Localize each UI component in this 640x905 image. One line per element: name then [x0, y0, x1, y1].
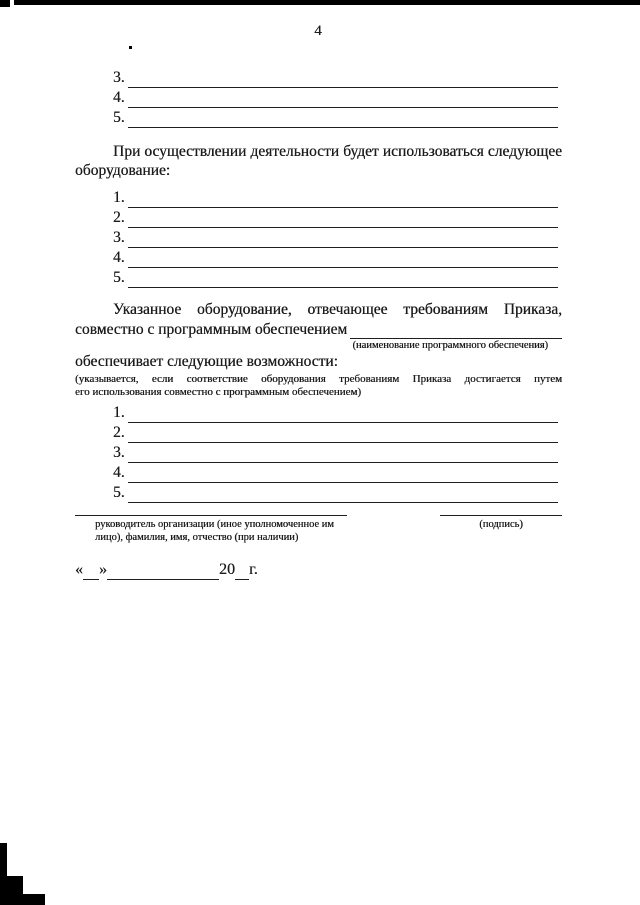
blank-list-item	[113, 483, 558, 503]
item-number: 3.	[113, 228, 125, 246]
equipment-intro-line2: оборудование:	[75, 162, 171, 179]
blank-underline	[128, 87, 558, 88]
blank-underline	[128, 227, 558, 228]
item-number: 3.	[113, 68, 125, 86]
capabilities-note-line2: его использования совместно с программным обеспечением)	[75, 386, 362, 398]
item-number: 4.	[113, 463, 125, 481]
date-month-underline	[107, 579, 219, 580]
equipment-intro-line1: При осуществлении деятельности будет использоваться следующее	[113, 143, 562, 160]
blank-underline	[128, 287, 558, 288]
date-year-underline	[235, 579, 249, 580]
item-number: 4.	[113, 248, 125, 266]
blank-underline	[128, 502, 558, 503]
item-number: 1.	[113, 188, 125, 206]
blank-list-item	[113, 248, 558, 268]
blank-list-item	[113, 188, 558, 208]
date-year-suffix: г.	[249, 561, 258, 578]
blank-list-item	[113, 463, 558, 483]
blank-underline	[128, 442, 558, 443]
signature-block	[75, 515, 562, 544]
blank-list-item	[113, 228, 558, 248]
software-paragraph	[75, 300, 562, 399]
blank-list-item	[113, 208, 558, 228]
document-content	[75, 22, 562, 580]
blank-underline	[128, 462, 558, 463]
item-number: 1.	[113, 403, 125, 421]
top-blank-list	[113, 68, 558, 128]
scan-artifact-bottom-edge-mark	[23, 894, 45, 905]
date-close-quote: »	[99, 561, 107, 578]
signatory-underline	[75, 515, 347, 516]
blank-underline	[128, 422, 558, 423]
software-name-row	[75, 319, 562, 339]
date-day-underline	[83, 579, 99, 580]
capabilities-heading: обеспечивает следующие возможности:	[75, 353, 338, 370]
capabilities-note-line1: (указывается, если соответствие оборудования требованиям Приказа достигается путем	[75, 373, 562, 385]
blank-list-item	[113, 443, 558, 463]
blank-underline	[128, 207, 558, 208]
item-number: 2.	[113, 208, 125, 226]
item-number: 2.	[113, 423, 125, 441]
scan-artifact-bottom-left-blob	[6, 876, 23, 905]
scan-artifact-top-left-corner	[0, 0, 10, 7]
equipment-blank-list	[113, 188, 558, 288]
date-open-quote: «	[75, 561, 83, 578]
signature-area	[440, 515, 562, 544]
blank-underline	[128, 107, 558, 108]
blank-list-item	[113, 403, 558, 423]
blank-underline	[128, 247, 558, 248]
software-name-caption: (наименование программного обеспечения)	[352, 340, 548, 351]
signatory-caption: руководитель организации (иное уполномоченное им лицо), фамилия, имя, отчество (при наличии)	[95, 519, 334, 543]
software-line1: Указанное оборудование, отвечающее требованиям Приказа,	[113, 301, 562, 318]
software-line2-prefix: совместно с программным обеспечением	[75, 320, 348, 338]
capabilities-note	[75, 373, 562, 399]
item-number: 5.	[113, 483, 125, 501]
signature-underline	[440, 515, 562, 516]
blank-list-item	[113, 68, 558, 88]
item-number: 4.	[113, 88, 125, 106]
item-number: 5.	[113, 268, 125, 286]
signature-caption: (подпись)	[479, 519, 523, 530]
date-line	[75, 560, 562, 580]
blank-underline	[128, 482, 558, 483]
capabilities-blank-list	[113, 403, 558, 503]
blank-underline	[128, 127, 558, 128]
page-number: 4	[314, 23, 323, 39]
equipment-intro-paragraph	[75, 142, 562, 180]
blank-list-item	[113, 268, 558, 288]
blank-underline	[128, 267, 558, 268]
item-number: 3.	[113, 443, 125, 461]
blank-list-item	[113, 423, 558, 443]
scan-artifact-top-border	[14, 0, 640, 5]
signatory-area	[75, 515, 347, 544]
date-century: 20	[219, 561, 235, 578]
item-number: 5.	[113, 108, 125, 126]
blank-list-item	[113, 108, 558, 128]
blank-list-item	[113, 88, 558, 108]
